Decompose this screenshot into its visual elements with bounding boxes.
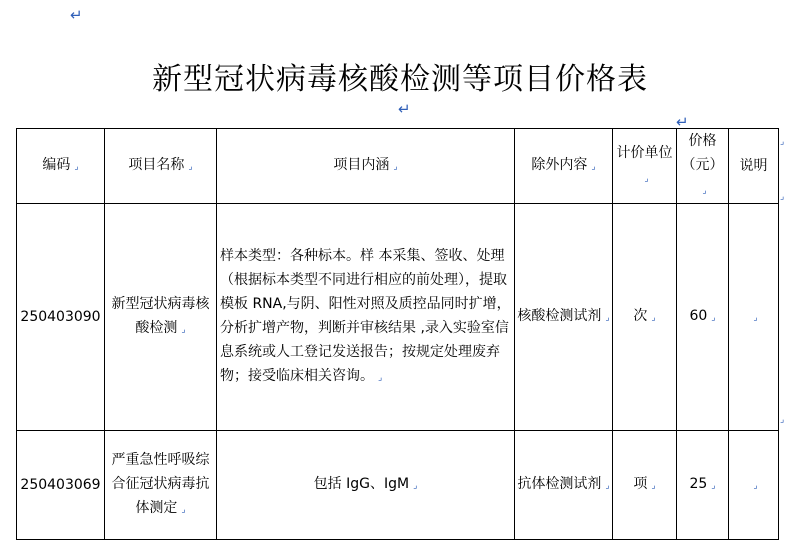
paragraph-mark-icon: ↵ [676, 113, 690, 132]
cell-end-mark-icon: ⌟ [413, 481, 418, 491]
cell-end-mark-icon: ⌟ [591, 162, 596, 172]
cell-end-mark-icon: ⌟ [181, 505, 186, 515]
price-table [16, 128, 779, 540]
row-end-mark-icon: ⌟ [780, 137, 785, 147]
cell-exclude: 抗体检测试剂 ⌟ [515, 431, 613, 540]
cell-content: 包括 IgG、IgM ⌟ [217, 431, 515, 540]
row-end-mark-icon: ⌟ [780, 415, 785, 425]
cell-code: 250403069 [17, 431, 105, 540]
cell-end-mark-icon: ⌟ [378, 373, 383, 383]
page-title-text: 新型冠状病毒核酸检测等项目价格表 [152, 62, 648, 98]
cell-unit: 项 ⌟ [613, 431, 677, 540]
cell-end-mark-icon: ⌟ [605, 481, 610, 491]
cell-end-mark-icon: ⌟ [753, 313, 758, 323]
cell-end-mark-icon: ⌟ [651, 313, 656, 323]
cell-end-mark-icon: ⌟ [74, 162, 79, 172]
header-code: 编码 ⌟ [17, 129, 105, 204]
cell-end-mark-icon: ⌟ [393, 162, 398, 172]
cell-end-mark-icon: ⌟ [605, 313, 610, 323]
row-end-mark-icon: ⌟ [780, 192, 785, 202]
header-name: 项目名称 ⌟ [105, 129, 217, 204]
cell-note [729, 431, 779, 540]
cell-end-mark-icon: ⌟ [753, 481, 758, 491]
cell-content: 样本类型：各种标本。样 本采集、签收、处理（根据标本类型不同进行相应的前处理），提取模板 RNA,与阴、阳性对照及质控品同时扩增，分析扩增产物，判断并审核结果 ,录入实验室信息系统或人工登记发送报告；按规定处理废弃物；接受临床相关咨询。 ⌟ [217, 204, 515, 431]
cell-code: 250403090 [17, 204, 105, 431]
cell-price: 60 ⌟ [677, 204, 729, 431]
header-content: 项目内涵 ⌟ [217, 129, 515, 204]
cell-name: 严重急性呼吸综合征冠状病毒抗体测定 ⌟ [105, 431, 217, 540]
table-row [17, 431, 779, 540]
header-exclude: 除外内容 ⌟ [515, 129, 613, 204]
paragraph-mark-icon: ↵ [70, 6, 83, 24]
cell-end-mark-icon: ⌟ [188, 162, 193, 172]
cell-end-mark-icon: ⌟ [711, 481, 716, 491]
table-header-row [17, 129, 779, 204]
cell-end-mark-icon: ⌟ [702, 186, 707, 196]
cell-end-mark-icon: ⌟ [181, 325, 186, 335]
cell-exclude: 核酸检测试剂 ⌟ [515, 204, 613, 431]
cell-note [729, 204, 779, 431]
page-title [0, 60, 800, 132]
cell-end-mark-icon: ⌟ [651, 481, 656, 491]
header-price: 价格（元）⌟ [677, 129, 729, 204]
table-row [17, 204, 779, 431]
cell-end-mark-icon: ⌟ [644, 174, 649, 184]
cell-unit: 次 ⌟ [613, 204, 677, 431]
paragraph-mark-icon: ↵ [398, 100, 411, 118]
cell-name: 新型冠状病毒核酸检测 ⌟ [105, 204, 217, 431]
header-unit: 计价单位⌟ [613, 129, 677, 204]
cell-end-mark-icon: ⌟ [711, 313, 716, 323]
cell-price: 25 ⌟ [677, 431, 729, 540]
header-note: 说明 [729, 129, 779, 204]
